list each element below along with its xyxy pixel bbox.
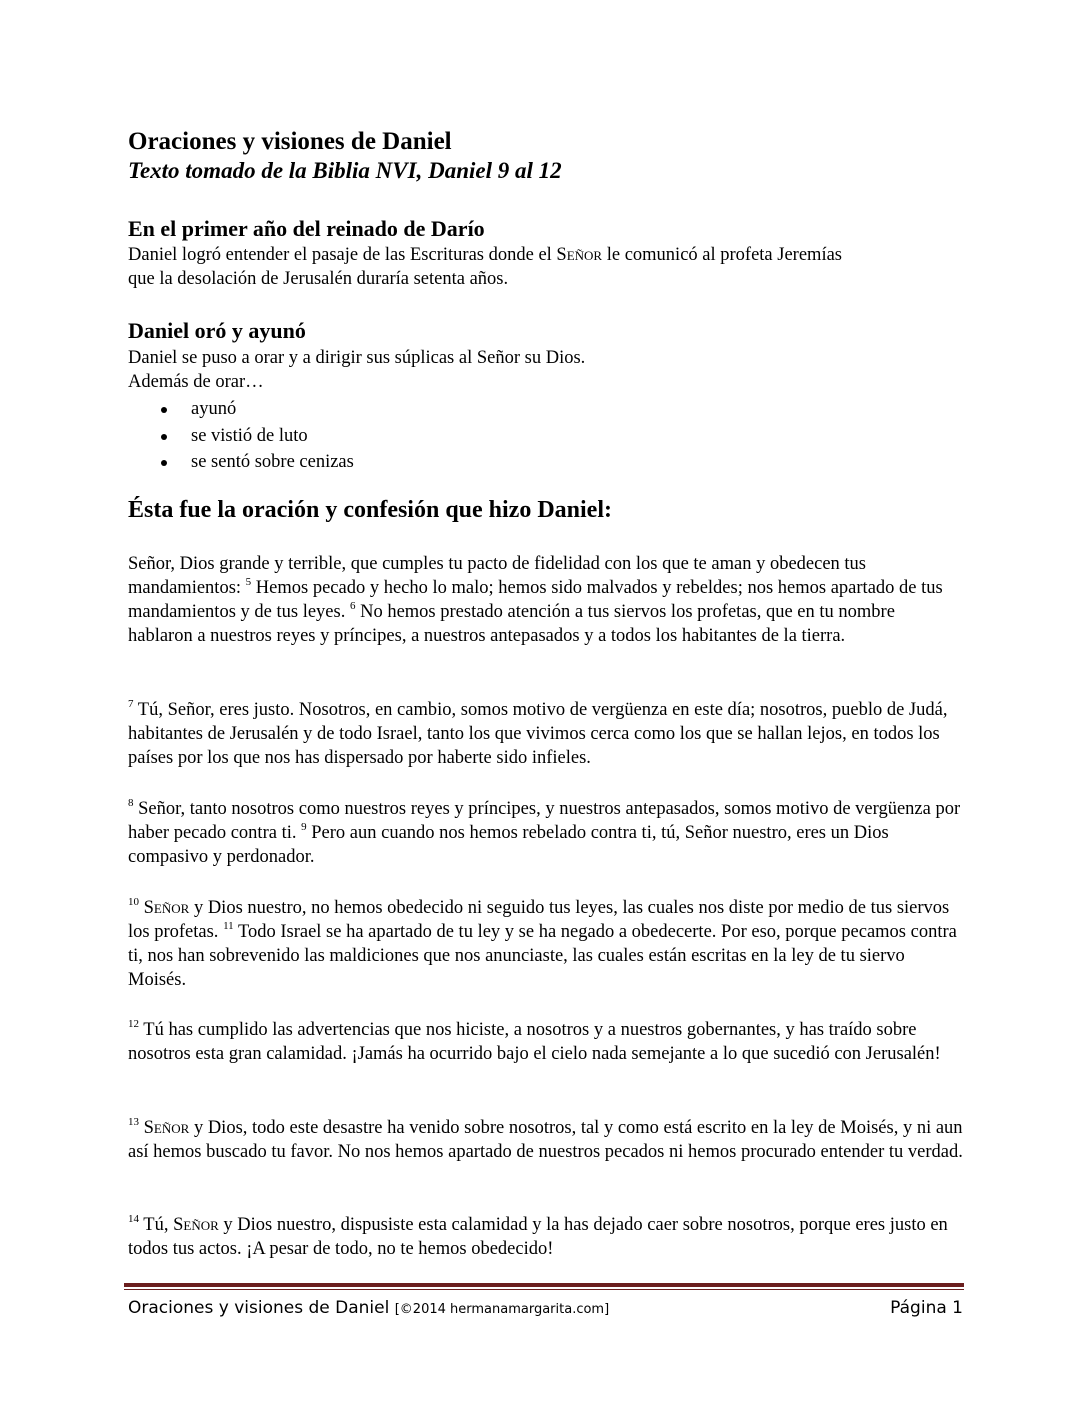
- footer-rule: [124, 1283, 964, 1287]
- list-item: se vistió de luto: [128, 423, 354, 450]
- footer-copyright: [©2014 hermanamargarita.com]: [394, 1302, 610, 1317]
- document-title: Oraciones y visiones de Daniel: [128, 128, 452, 155]
- paragraph-verse-12: $^{12}$ Tú has cumplido las advertencias que nos hiciste, a nosotros y a nuestros gobernantes, y has traído sobre nosotros esta gran calamidad. ¡Jamás ha ocurrido bajo el cielo nada semejante a lo que sucedió con Jerusalén!: [128, 1017, 941, 1064]
- bullet-icon: [161, 460, 167, 466]
- paragraph-verse-10-11: $^{10}$ Señor y Dios nuestro, no hemos obedecido ni seguido tus leyes, las cuales nos diste por medio de tus siervos los profetas. $^{11}$ Todo Israel se ha apartado de tu ley y se ha negado a obedecerte. Por eso, porque pecamos contra ti, nos han sobrevenido las maldiciones que nos anunciaste, las cuales están escritas en la ley de tu siervo Moisés.: [128, 895, 957, 990]
- section-heading-darius: En el primer año del reinado de Darío: [128, 216, 485, 241]
- section-heading-confession: Ésta fue la oración y confesión que hizo Daniel:: [128, 497, 612, 523]
- footer-rule-thin: [124, 1289, 964, 1290]
- paragraph-verse-7: $^7$ Tú, Señor, eres justo. Nosotros, en cambio, somos motivo de vergüenza en este día; nosotros, pueblo de Judá, habitantes de Jerusalén y de todo Israel, tanto los que vivimos cerca como los que se hallan lejos, en todos los países por los que nos has dispersado por haberte sido infieles.: [128, 697, 948, 768]
- bullet-list: [128, 396, 354, 476]
- list-item: ayunó: [128, 396, 354, 423]
- footer-title: Oraciones y visiones de Daniel [©2014 hermanamargarita.com]: [128, 1298, 610, 1318]
- paragraph-verse-14: $^{14}$ Tú, Señor y Dios nuestro, dispusiste esta calamidad y la has dejado caer sobre nosotros, porque eres justo en todos tus actos. ¡A pesar de todo, no te hemos obedecido!: [128, 1212, 948, 1259]
- bullet-icon: [161, 434, 167, 440]
- section-heading-prayer-fast: Daniel oró y ayunó: [128, 318, 306, 343]
- paragraph-darius: Daniel logró entender el pasaje de las Escrituras donde el Señor le comunicó al profeta Jeremías que la desolación de Jerusalén duraría setenta años.: [128, 245, 842, 289]
- paragraph-verse-4-6: Señor, Dios grande y terrible, que cumples tu pacto de fidelidad con los que te aman y obedecen tus mandamientos: $^5$ Hemos pecado y hecho lo malo; hemos sido malvados y rebeldes; nos hemos apartado de tus mandamientos y de tus leyes. $^6$ No hemos prestado atención a tus siervos los profetas, que en tu nombre hablaron a nuestros reyes y príncipes, a nuestros antepasados y a todos los habitantes de la tierra.: [128, 554, 943, 646]
- list-item: se sentó sobre cenizas: [128, 449, 354, 476]
- paragraph-prayer: Daniel se puso a orar y a dirigir sus súplicas al Señor su Dios. Además de orar…: [128, 348, 586, 392]
- paragraph-verse-13: $^{13}$ Señor y Dios, todo este desastre ha venido sobre nosotros, tal y como está escrito en la ley de Moisés, y ni aun así hemos buscado tu favor. No nos hemos apartado de nuestros pecados ni hemos procurado entender tu verdad.: [128, 1115, 963, 1162]
- page-number: Página 1: [890, 1298, 963, 1318]
- paragraph-verse-8-9: $^8$ Señor, tanto nosotros como nuestros reyes y príncipes, y nuestros antepasados, somos motivo de vergüenza por haber pecado contra ti. $^9$ Pero aun cuando nos hemos rebelado contra ti, tú, Señor nuestro, eres un Dios compasivo y perdonador.: [128, 796, 961, 867]
- document-subtitle: Texto tomado de la Biblia NVI, Daniel 9 al 12: [128, 158, 562, 183]
- bullet-icon: [161, 407, 167, 413]
